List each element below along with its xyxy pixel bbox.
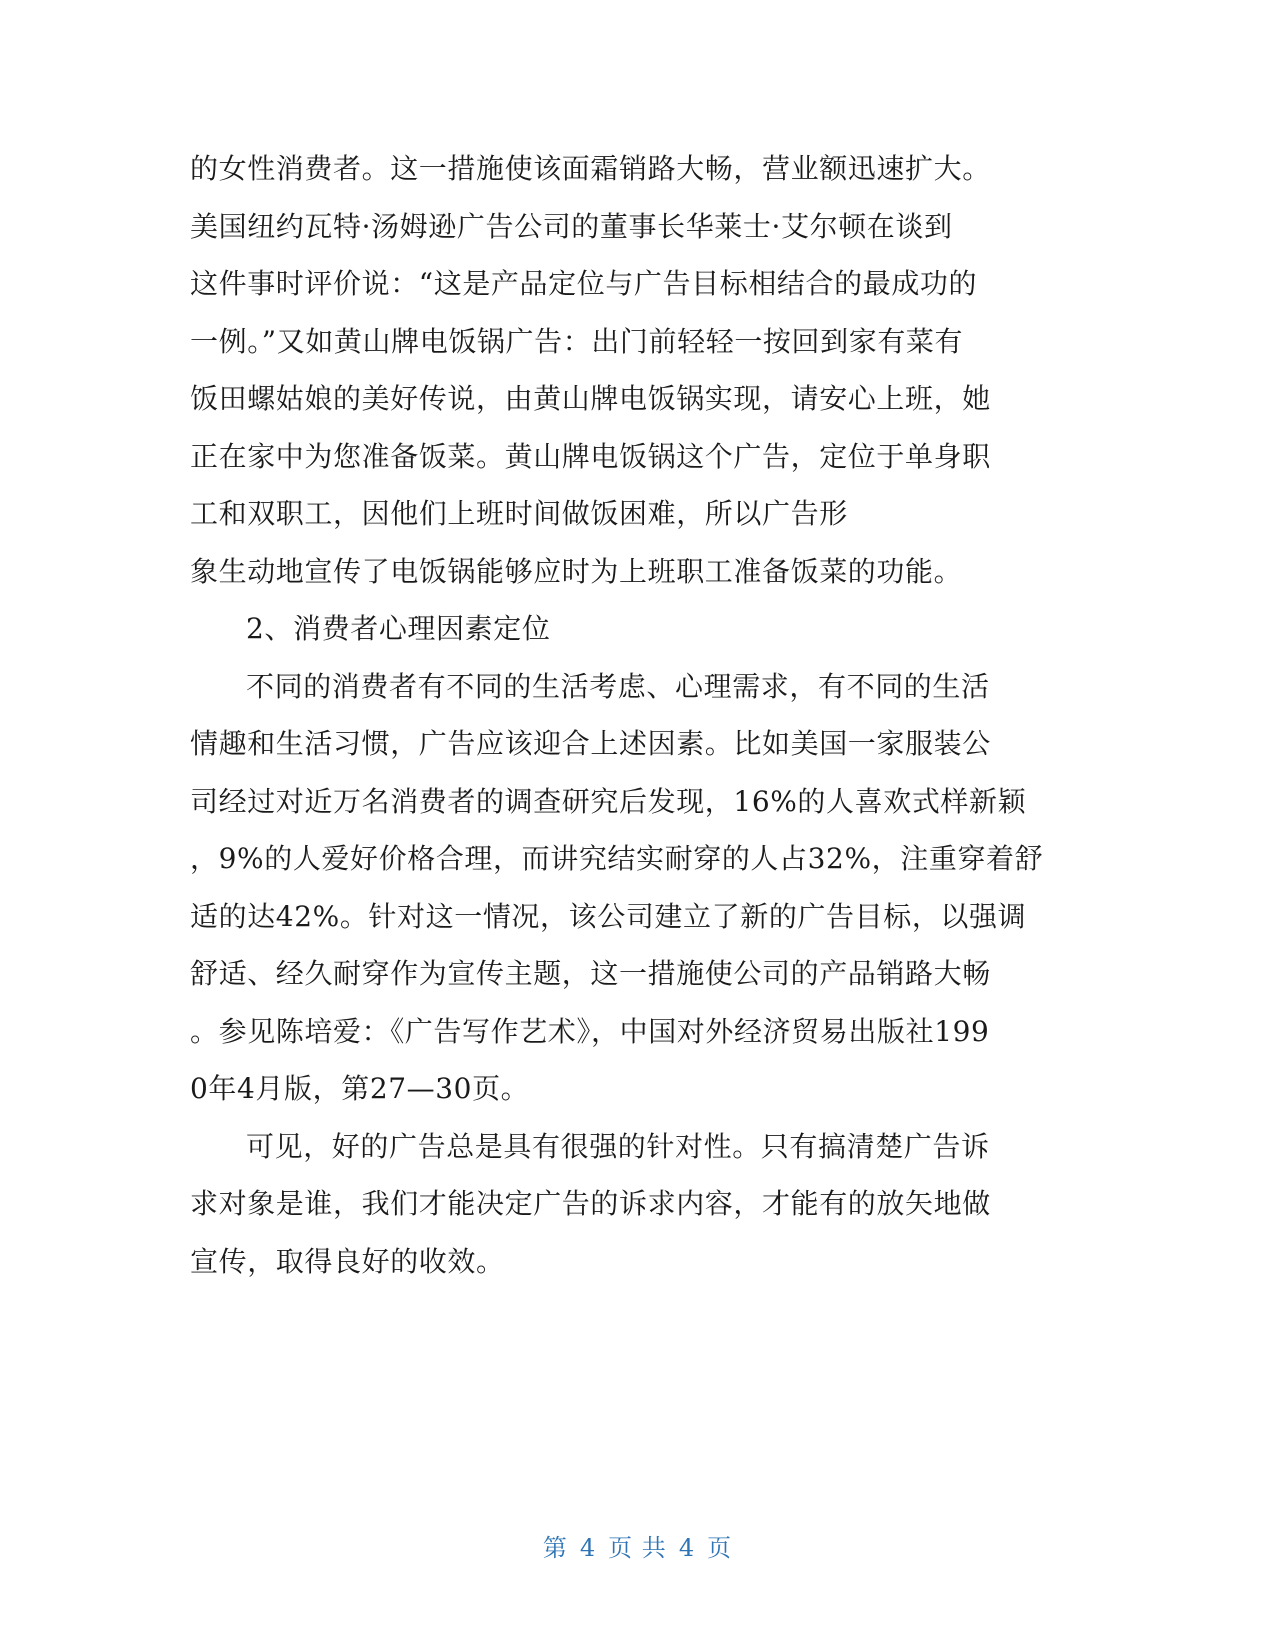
total-pages-number: 4 bbox=[678, 1534, 696, 1562]
text-line: 宣传，取得良好的收效。 bbox=[190, 1244, 505, 1278]
text-line: 象生动地宣传了电饭锅能够应时为上班职工准备饭菜的功能。 bbox=[190, 554, 963, 588]
text-line: 0年4月版，第27—30页。 bbox=[190, 1072, 530, 1105]
body-text bbox=[190, 140, 1090, 1290]
text-line: ，9%的人爱好价格合理，而讲究结实耐穿的人占32%，注重穿着舒 bbox=[190, 842, 1044, 875]
text-line: 一例。”又如黄山牌电饭锅广告：出门前轻轻一按回到家有菜有 bbox=[190, 324, 964, 358]
section-heading: 2、消费者心理因素定位 bbox=[246, 612, 551, 645]
page-label-suffix: 页 bbox=[707, 1534, 733, 1562]
text-line: 求对象是谁，我们才能决定广告的诉求内容，才能有的放矢地做 bbox=[190, 1187, 991, 1220]
text-line: 可见，好的广告总是具有很强的针对性。只有搞清楚广告诉 bbox=[246, 1129, 990, 1163]
page-label-prefix: 第 bbox=[542, 1534, 568, 1562]
text-line: 情趣和生活习惯，广告应该迎合上述因素。比如美国一家服装公 bbox=[190, 727, 991, 760]
text-line: 司经过对近万名消费者的调查研究后发现，16%的人喜欢式样新颖 bbox=[190, 784, 1027, 818]
text-line: 不同的消费者有不同的生活考虑、心理需求，有不同的生活 bbox=[246, 669, 990, 703]
text-line: 的女性消费者。这一措施使该面霜销路大畅，营业额迅速扩大。 bbox=[190, 152, 991, 185]
text-line: 适的达42%。针对这一情况，该公司建立了新的广告目标，以强调 bbox=[190, 899, 1027, 933]
text-line: 正在家中为您准备饭菜。黄山牌电饭锅这个广告，定位于单身职 bbox=[190, 439, 991, 473]
text-line: 。参见陈培爱：《广告写作艺术》，中国对外经济贸易出版社199 bbox=[190, 1014, 990, 1048]
page-footer bbox=[0, 1528, 1275, 1563]
text-line: 饭田螺姑娘的美好传说，由黄山牌电饭锅实现，请安心上班，她 bbox=[190, 382, 991, 415]
page-label-mid: 页 共 bbox=[608, 1534, 667, 1562]
text-line: 美国纽约瓦特·汤姆逊广告公司的董事长华莱士·艾尔顿在谈到 bbox=[190, 209, 953, 243]
text-line: 这件事时评价说：“这是产品定位与广告目标相结合的最成功的 bbox=[190, 267, 978, 300]
text-line: 舒适、经久耐穿作为宣传主题，这一措施使公司的产品销路大畅 bbox=[190, 957, 991, 990]
current-page-number: 4 bbox=[579, 1534, 597, 1562]
text-line: 工和双职工，因他们上班时间做饭困难，所以广告形 bbox=[190, 497, 848, 530]
